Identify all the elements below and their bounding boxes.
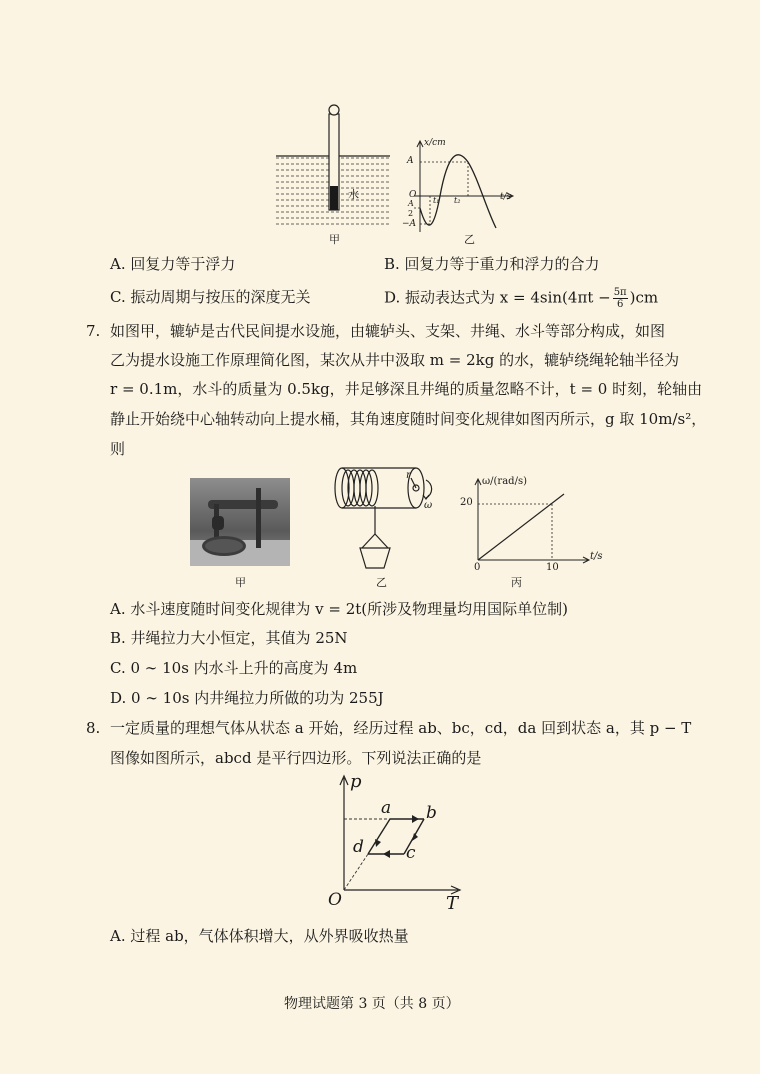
q8-axis-p: p <box>350 771 362 792</box>
q8-number: 8. <box>86 719 101 737</box>
q6-label-A-half-den: 2 <box>408 209 414 218</box>
q8-label-a: a <box>381 798 392 818</box>
photo-post <box>256 488 261 548</box>
q7-option-a: A. 水斗速度随时间变化规律为 v = 2t(所涉及物理量均用国际单位制) <box>110 600 568 618</box>
q8-label-b: b <box>426 803 437 823</box>
q7-line-1: 如图甲，辘轳是古代民间提水设施，由辘轳头、支架、井绳、水斗等部分构成，如图 <box>110 322 666 340</box>
q6-label-A-half-num: A <box>408 199 414 208</box>
photo-bucket <box>212 516 224 530</box>
q8-label-c: c <box>406 843 416 863</box>
q8-line-1: 一定质量的理想气体从状态 a 开始，经历过程 ab、bc，cd，da 回到状态 a，其 p − T <box>110 719 692 737</box>
q7-line-5: 则 <box>110 440 126 458</box>
q6-option-b: B. 回复力等于重力和浮力的合力 <box>384 255 600 273</box>
q7-drum-label-omega: ω <box>424 500 433 511</box>
q7-graph-yaxis-label: ω/(rad/s) <box>482 476 527 487</box>
q7-line-2: 乙为提水设施工作原理简化图，某次从井中汲取 m = 2kg 的水，辘轳绕绳轮轴半径为 <box>110 351 680 369</box>
q6-option-d <box>384 287 658 310</box>
q7-graph-tick-y: 20 <box>460 497 473 508</box>
q6-label-A: A <box>407 156 414 166</box>
photo-well <box>202 536 246 556</box>
q8-origin: O <box>328 890 342 910</box>
q6-figure-float-tube <box>270 100 400 250</box>
q6-label-negA: −A <box>402 219 417 229</box>
q6-option-d-frac-num: 5π <box>613 287 627 298</box>
q6-fig-right-caption: 乙 <box>464 233 475 246</box>
q8-axis-T: T <box>446 893 459 914</box>
q7-option-c: C. 0 ∼ 10s 内水斗上升的高度为 4m <box>110 659 358 677</box>
q8-figure-pT <box>320 770 470 900</box>
q6-figure-xt-graph <box>400 138 530 238</box>
page-footer: 物理试题第 3 页（共 8 页） <box>284 996 460 1012</box>
q6-xaxis-label: t/s <box>500 192 512 202</box>
q8-label-d: d <box>353 837 364 857</box>
q7-line-3: r = 0.1m，水斗的质量为 0.5kg，井足够深且井绳的质量忽略不计，t = 0 时刻，轮轴由 <box>110 380 703 398</box>
q6-label-O: O <box>409 190 417 200</box>
q7-figure-drum <box>320 464 440 580</box>
q6-option-d-fraction <box>613 287 628 310</box>
q6-label-t2: t₂ <box>454 196 461 205</box>
q7-number: 7. <box>86 322 101 340</box>
q8-option-a: A. 过程 ab，气体体积增大，从外界吸收热量 <box>110 927 409 945</box>
q6-option-c: C. 振动周期与按压的深度无关 <box>110 288 311 306</box>
q6-option-d-frac-den: 6 <box>616 299 624 310</box>
q7-drum-label-r: r <box>406 470 411 481</box>
q6-label-t1: t₁ <box>433 196 440 205</box>
q7-graph-tick-x: 10 <box>546 562 559 573</box>
q6-water-label: 水 <box>348 188 359 201</box>
q7-drum-caption: 乙 <box>376 576 387 589</box>
q7-line-4: 静止开始绕中心轴转动向上提水桶，其角速度随时间变化规律如图丙所示，g 取 10m/s²， <box>110 410 707 428</box>
q8-line-2: 图像如图所示，abcd 是平行四边形。下列说法正确的是 <box>110 749 482 767</box>
q7-option-d: D. 0 ∼ 10s 内井绳拉力所做的功为 255J <box>110 689 384 707</box>
q7-windlass-photo <box>190 478 290 566</box>
q6-option-d-prefix: D. 振动表达式为 x = 4sin(4πt − <box>384 288 611 307</box>
q7-graph-caption: 丙 <box>511 576 522 589</box>
q6-yaxis-label: x/cm <box>424 138 446 148</box>
q7-figure-omega-graph <box>470 476 600 566</box>
q6-option-d-suffix: )cm <box>629 288 659 307</box>
q6-fig-left-caption: 甲 <box>329 233 340 246</box>
q7-graph-origin: 0 <box>474 562 481 573</box>
q7-photo-caption: 甲 <box>235 576 246 589</box>
q7-graph-xaxis-label: t/s <box>590 551 603 562</box>
q7-option-b: B. 井绳拉力大小恒定，其值为 25N <box>110 629 348 647</box>
q6-option-a: A. 回复力等于浮力 <box>110 255 236 273</box>
